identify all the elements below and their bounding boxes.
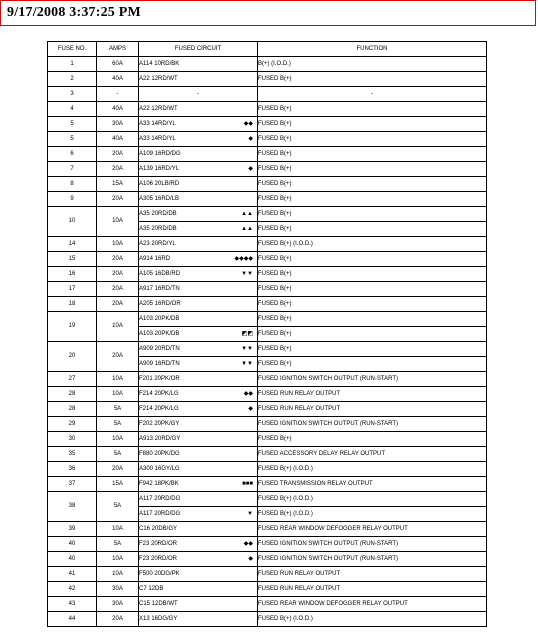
circuit-label: A914 16RD — [139, 255, 171, 262]
amps-cell: 40A — [97, 132, 139, 147]
table-row — [48, 432, 487, 447]
option-marker-icon: ◆◆ — [243, 540, 253, 547]
function-cell: FUSED B(+) — [258, 432, 487, 447]
fuse-number-cell: 39 — [48, 522, 97, 537]
circuit-label: X13 16DG/GY — [139, 615, 178, 622]
circuit-label: A103 20PK/DB — [139, 330, 180, 337]
table-row — [48, 267, 487, 282]
function-cell: FUSED IGNITION SWITCH OUTPUT (RUN-START) — [258, 552, 487, 567]
amps-cell: 5A — [97, 537, 139, 552]
amps-cell: 20A — [97, 162, 139, 177]
function-cell: FUSED B(+) — [258, 192, 487, 207]
fused-circuit-cell — [139, 552, 258, 567]
table-row — [48, 537, 487, 552]
amps-cell: 60A — [97, 57, 139, 72]
circuit-label: A117 20RD/DG — [139, 495, 181, 502]
table-row — [48, 492, 487, 507]
table-row — [48, 582, 487, 597]
amps-cell: 10A — [97, 237, 139, 252]
fused-circuit-cell — [139, 297, 258, 312]
option-marker-icon: ■■■ — [242, 480, 253, 487]
fused-circuit-cell — [139, 582, 258, 597]
function-cell: FUSED B(+) — [258, 177, 487, 192]
fuse-number-cell: 18 — [48, 297, 97, 312]
fuse-number-cell: 27 — [48, 372, 97, 387]
circuit-label: A33 14RD/YL — [139, 135, 176, 142]
fused-circuit-cell — [139, 417, 258, 432]
circuit-label: C16 20DB/GY — [139, 525, 178, 532]
fused-circuit-cell — [139, 537, 258, 552]
table-header-row — [48, 42, 487, 57]
amps-cell: 10A — [97, 522, 139, 537]
function-cell: FUSED B(+) (I.O.D.) — [258, 507, 487, 522]
function-cell: FUSED B(+) — [258, 147, 487, 162]
timestamp: 9/17/2008 3:37:25 PM — [7, 5, 141, 20]
fused-circuit-cell — [139, 57, 258, 72]
amps-cell: 20A — [97, 192, 139, 207]
circuit-label: A35 20RD/DB — [139, 210, 177, 217]
amps-cell: 40A — [97, 102, 139, 117]
option-marker-icon: ◩◩ — [241, 330, 253, 337]
function-cell: FUSED RUN RELAY OUTPUT — [258, 402, 487, 417]
function-cell: FUSED B(+) (I.O.D.) — [258, 462, 487, 477]
table-row — [48, 447, 487, 462]
amps-cell: 20A — [97, 342, 139, 372]
amps-cell: 20A — [97, 612, 139, 627]
amps-cell: 20A — [97, 267, 139, 282]
option-marker-icon: ▼ — [247, 510, 253, 517]
table-row — [48, 312, 487, 327]
amps-cell: - — [97, 87, 139, 102]
table-row — [48, 237, 487, 252]
fused-circuit-cell — [139, 507, 258, 522]
table-row — [48, 597, 487, 612]
fuse-number-cell: 38 — [48, 492, 97, 522]
table-row — [48, 297, 487, 312]
fuse-number-cell: 5 — [48, 132, 97, 147]
function-cell: B(+) (I.O.D.) — [258, 57, 487, 72]
option-marker-icon: ▲▲ — [241, 210, 253, 217]
function-cell: FUSED RUN RELAY OUTPUT — [258, 567, 487, 582]
circuit-label: A909 16RD/TN — [139, 360, 180, 367]
amps-cell: 5A — [97, 402, 139, 417]
function-cell: FUSED B(+) (I.O.D.) — [258, 492, 487, 507]
function-cell: FUSED REAR WINDOW DEFOGGER RELAY OUTPUT — [258, 597, 487, 612]
fuse-number-cell: 4 — [48, 102, 97, 117]
fused-circuit-cell — [139, 102, 258, 117]
circuit-label: A35 20RD/DB — [139, 225, 177, 232]
fuse-number-cell: 5 — [48, 117, 97, 132]
fuse-number-cell: 15 — [48, 252, 97, 267]
fused-circuit-cell — [139, 567, 258, 582]
table-row — [48, 132, 487, 147]
circuit-label: A909 20RD/TN — [139, 345, 180, 352]
table-row — [48, 57, 487, 72]
fused-circuit-cell — [139, 342, 258, 357]
amps-cell: 15A — [97, 177, 139, 192]
fused-circuit-cell — [139, 447, 258, 462]
amps-cell: 30A — [97, 117, 139, 132]
circuit-label: A917 16RD/TN — [139, 285, 180, 292]
fused-circuit-cell — [139, 72, 258, 87]
fuse-number-cell: 36 — [48, 462, 97, 477]
table-row — [48, 282, 487, 297]
fused-circuit-cell — [139, 222, 258, 237]
function-cell: FUSED IGNITION SWITCH OUTPUT (RUN-START) — [258, 417, 487, 432]
fuse-number-cell: 6 — [48, 147, 97, 162]
table-row — [48, 387, 487, 402]
circuit-label: A23 20RD/YL — [139, 240, 176, 247]
fuse-number-cell: 37 — [48, 477, 97, 492]
amps-cell: 20A — [97, 462, 139, 477]
fuse-number-cell: 19 — [48, 312, 97, 342]
fuse-number-cell: 7 — [48, 162, 97, 177]
fuse-number-cell: 41 — [48, 567, 97, 582]
circuit-label: F202 20PK/GY — [139, 420, 180, 427]
amps-cell: 5A — [97, 447, 139, 462]
function-cell: FUSED B(+) (I.O.D.) — [258, 612, 487, 627]
fused-circuit-cell — [139, 432, 258, 447]
table-row — [48, 102, 487, 117]
function-cell: FUSED B(+) — [258, 117, 487, 132]
circuit-label: - — [197, 90, 199, 97]
fused-circuit-cell — [139, 162, 258, 177]
function-cell: FUSED B(+) — [258, 72, 487, 87]
fuse-number-cell: 2 — [48, 72, 97, 87]
fused-circuit-cell — [139, 147, 258, 162]
fused-circuit-cell — [139, 612, 258, 627]
fuse-number-cell: 40 — [48, 552, 97, 567]
fuse-number-cell: 29 — [48, 417, 97, 432]
circuit-label: A22 12RD/WT — [139, 105, 178, 112]
function-cell: FUSED RUN RELAY OUTPUT — [258, 582, 487, 597]
table-row — [48, 207, 487, 222]
table-row — [48, 477, 487, 492]
circuit-label: C7 12DB — [139, 585, 164, 592]
amps-cell: 5A — [97, 417, 139, 432]
fuse-number-cell: 44 — [48, 612, 97, 627]
function-cell: FUSED B(+) — [258, 282, 487, 297]
fuse-number-cell: 1 — [48, 57, 97, 72]
circuit-label: F214 20PK/LG — [139, 405, 179, 412]
amps-cell: 30A — [97, 597, 139, 612]
function-cell: FUSED B(+) (I.O.D.) — [258, 237, 487, 252]
amps-cell: 10A — [97, 312, 139, 342]
function-cell: FUSED B(+) — [258, 342, 487, 357]
option-marker-icon: ◆ — [248, 135, 253, 142]
amps-cell: 10A — [97, 387, 139, 402]
circuit-label: F201 20PK/OR — [139, 375, 180, 382]
fused-circuit-cell — [139, 237, 258, 252]
fused-circuit-cell — [139, 492, 258, 507]
fused-circuit-cell — [139, 132, 258, 147]
fused-circuit-cell — [139, 357, 258, 372]
column-header-function: FUNCTION — [258, 42, 487, 57]
function-cell: FUSED RUN RELAY OUTPUT — [258, 387, 487, 402]
circuit-label: A109 16RD/DG — [139, 150, 181, 157]
amps-cell: 20A — [97, 147, 139, 162]
table-row — [48, 147, 487, 162]
option-marker-icon: ◆ — [248, 555, 253, 562]
fuse-number-cell: 3 — [48, 87, 97, 102]
fuse-number-cell: 17 — [48, 282, 97, 297]
fused-circuit-cell — [139, 477, 258, 492]
fuse-number-cell: 9 — [48, 192, 97, 207]
circuit-label: A103 20PK/DB — [139, 315, 180, 322]
table-row — [48, 522, 487, 537]
table-row — [48, 177, 487, 192]
option-marker-icon: ◆ — [248, 165, 253, 172]
function-cell: FUSED B(+) — [258, 222, 487, 237]
fuse-number-cell: 20 — [48, 342, 97, 372]
table-row — [48, 192, 487, 207]
fuse-number-cell: 10 — [48, 207, 97, 237]
function-cell: FUSED B(+) — [258, 252, 487, 267]
function-cell: FUSED TRANSMISSION RELAY OUTPUT — [258, 477, 487, 492]
table-row — [48, 372, 487, 387]
fused-circuit-cell — [139, 312, 258, 327]
function-cell: FUSED B(+) — [258, 297, 487, 312]
fused-circuit-cell — [139, 207, 258, 222]
table-row — [48, 342, 487, 357]
function-cell: - — [258, 87, 487, 102]
column-header-amps: AMPS — [97, 42, 139, 57]
fuse-number-cell: 14 — [48, 237, 97, 252]
fused-circuit-cell — [139, 402, 258, 417]
option-marker-icon: ◆ — [248, 405, 253, 412]
fused-circuit-cell — [139, 267, 258, 282]
fuse-number-cell: 28 — [48, 402, 97, 417]
fuse-number-cell: 16 — [48, 267, 97, 282]
circuit-label: F23 20RD/OR — [139, 555, 178, 562]
amps-cell: 10A — [97, 207, 139, 237]
table-row — [48, 162, 487, 177]
fused-circuit-cell — [139, 192, 258, 207]
function-cell: FUSED REAR WINDOW DEFOGGER RELAY OUTPUT — [258, 522, 487, 537]
circuit-label: F942 18PK/BK — [139, 480, 179, 487]
circuit-label: A33 14RD/YL — [139, 120, 176, 127]
fused-circuit-cell — [139, 117, 258, 132]
fused-circuit-cell — [139, 252, 258, 267]
fuse-number-cell: 40 — [48, 537, 97, 552]
amps-cell: 20A — [97, 297, 139, 312]
fused-circuit-cell — [139, 387, 258, 402]
circuit-label: A139 16RD/YL — [139, 165, 180, 172]
fuse-table — [47, 41, 487, 627]
circuit-label: A22 12RD/WT — [139, 75, 178, 82]
option-marker-icon: ▼▼ — [241, 270, 253, 277]
table-row — [48, 117, 487, 132]
fuse-number-cell: 35 — [48, 447, 97, 462]
column-header-fuse-no: FUSE NO. — [48, 42, 97, 57]
circuit-label: A106 20LB/RD — [139, 180, 180, 187]
function-cell: FUSED ACCESSORY DELAY RELAY OUTPUT — [258, 447, 487, 462]
function-cell: FUSED B(+) — [258, 132, 487, 147]
table-row — [48, 87, 487, 102]
fuse-number-cell: 8 — [48, 177, 97, 192]
header-bar — [0, 0, 536, 26]
circuit-label: A114 10RD/BK — [139, 60, 180, 67]
fused-circuit-cell — [139, 597, 258, 612]
circuit-label: A300 16GY/LG — [139, 465, 180, 472]
amps-cell: 15A — [97, 477, 139, 492]
circuit-label: F23 20RD/OR — [139, 540, 178, 547]
column-header-fused-circuit: FUSED CIRCUIT — [139, 42, 258, 57]
function-cell: FUSED B(+) — [258, 357, 487, 372]
table-row — [48, 462, 487, 477]
fused-circuit-cell — [139, 372, 258, 387]
table-row — [48, 72, 487, 87]
amps-cell: 10A — [97, 552, 139, 567]
fuse-number-cell: 28 — [48, 387, 97, 402]
circuit-label: A205 16RD/OR — [139, 300, 181, 307]
fused-circuit-cell — [139, 327, 258, 342]
table-row — [48, 567, 487, 582]
option-marker-icon: ◆◆◆◆ — [234, 255, 253, 262]
amps-cell: 5A — [97, 492, 139, 522]
amps-cell: 30A — [97, 582, 139, 597]
table-row — [48, 612, 487, 627]
fused-circuit-cell — [139, 177, 258, 192]
amps-cell: 10A — [97, 372, 139, 387]
table-row — [48, 402, 487, 417]
option-marker-icon: ◆◆ — [243, 390, 253, 397]
fused-circuit-cell — [139, 87, 258, 102]
function-cell: FUSED B(+) — [258, 162, 487, 177]
option-marker-icon: ▲▲ — [241, 225, 253, 232]
table-row — [48, 252, 487, 267]
function-cell: FUSED B(+) — [258, 267, 487, 282]
function-cell: FUSED B(+) — [258, 312, 487, 327]
circuit-label: F880 20PK/DG — [139, 450, 180, 457]
circuit-label: F214 20PK/LG — [139, 390, 179, 397]
fused-circuit-cell — [139, 462, 258, 477]
circuit-label: A105 16DB/RD — [139, 270, 181, 277]
fused-circuit-cell — [139, 522, 258, 537]
fuse-table-body — [48, 57, 487, 627]
function-cell: FUSED IGNITION SWITCH OUTPUT (RUN-START) — [258, 372, 487, 387]
option-marker-icon: ◆◆ — [243, 120, 253, 127]
table-row — [48, 417, 487, 432]
amps-cell: 40A — [97, 72, 139, 87]
option-marker-icon: ▼▼ — [241, 345, 253, 352]
circuit-label: F500 20DG/PK — [139, 570, 180, 577]
fuse-number-cell: 42 — [48, 582, 97, 597]
circuit-label: A913 20RD/GY — [139, 435, 181, 442]
function-cell: FUSED B(+) — [258, 207, 487, 222]
circuit-label: A305 16RD/LB — [139, 195, 180, 202]
fused-circuit-cell — [139, 282, 258, 297]
amps-cell: 20A — [97, 252, 139, 267]
amps-cell: 10A — [97, 567, 139, 582]
function-cell: FUSED IGNITION SWITCH OUTPUT (RUN-START) — [258, 537, 487, 552]
function-cell: FUSED B(+) — [258, 102, 487, 117]
fuse-number-cell: 43 — [48, 597, 97, 612]
fuse-number-cell: 30 — [48, 432, 97, 447]
table-row — [48, 552, 487, 567]
circuit-label: A117 20RD/DG — [139, 510, 181, 517]
amps-cell: 20A — [97, 282, 139, 297]
option-marker-icon: ▼▼ — [241, 360, 253, 367]
circuit-label: C15 12DB/WT — [139, 600, 178, 607]
amps-cell: 10A — [97, 432, 139, 447]
function-cell: FUSED B(+) — [258, 327, 487, 342]
